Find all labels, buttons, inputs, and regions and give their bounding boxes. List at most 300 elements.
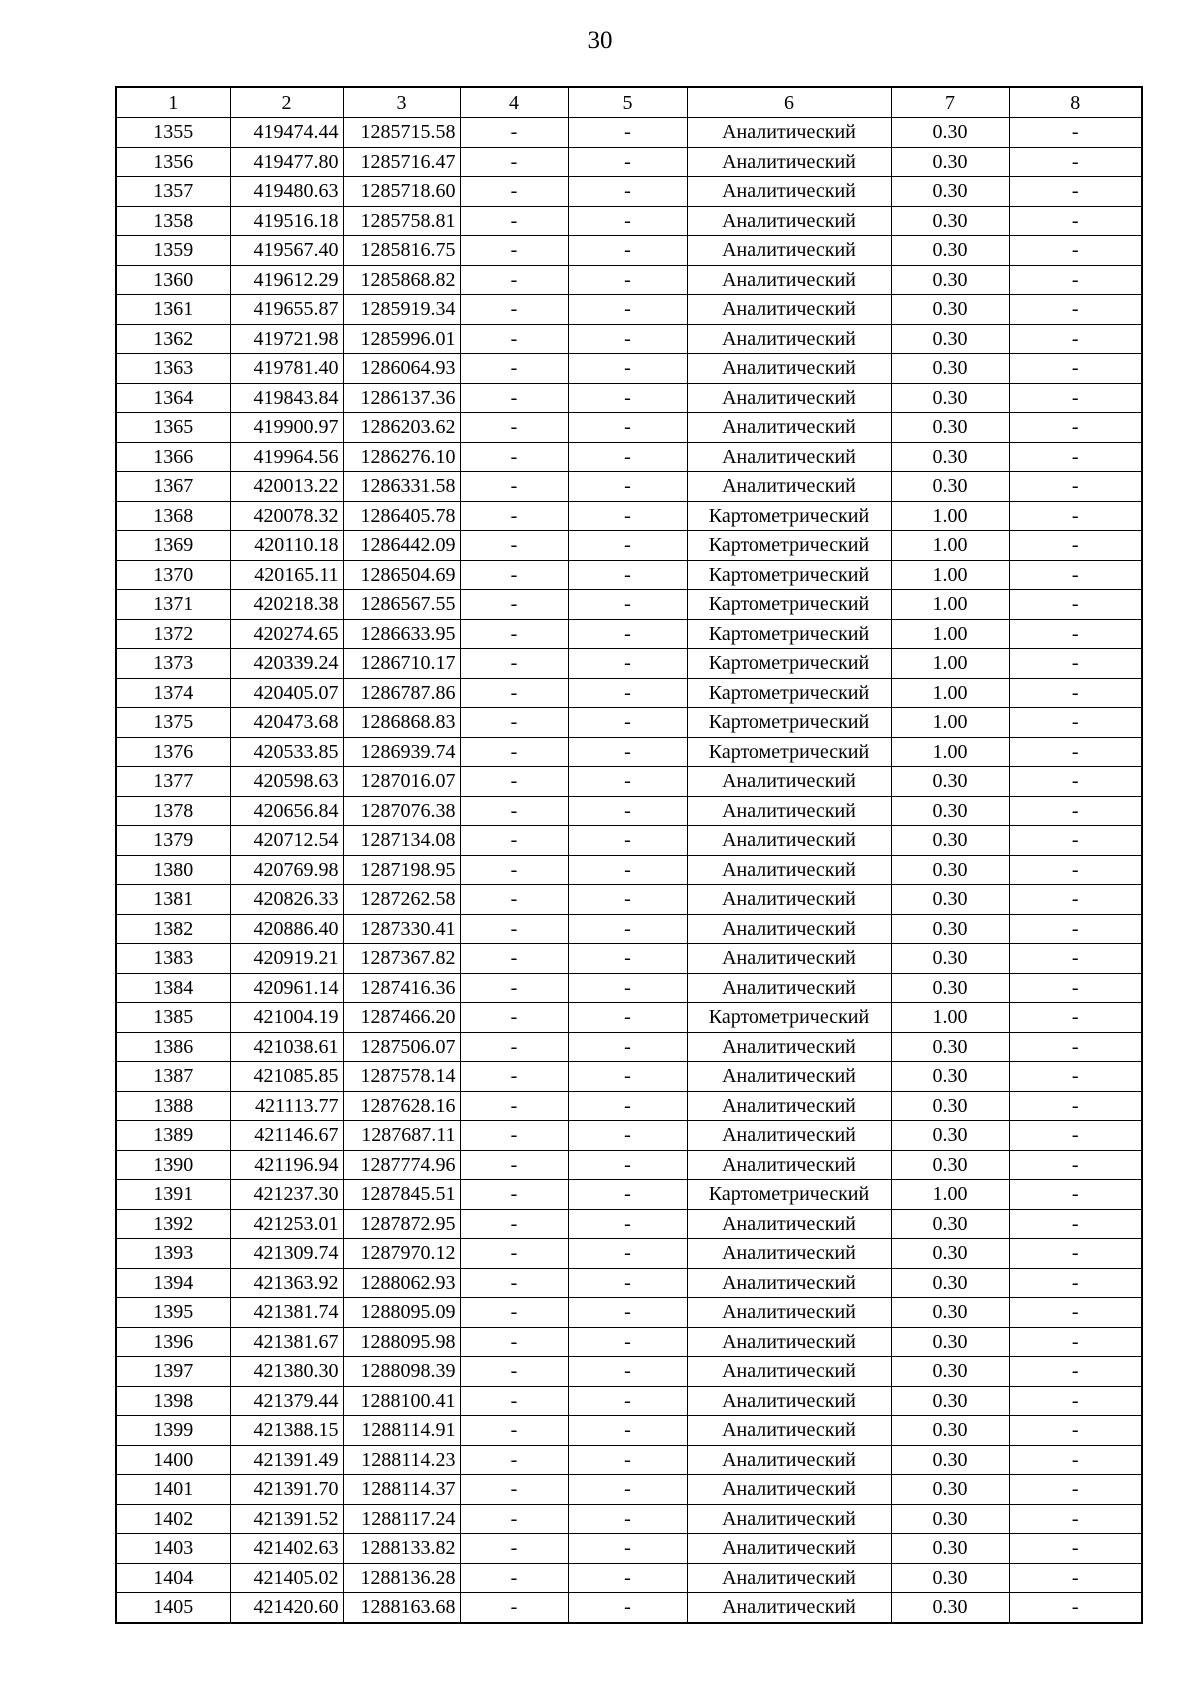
col8-cell: -	[1009, 531, 1142, 561]
method-cell: Аналитический	[687, 1475, 891, 1505]
table-row	[116, 501, 1142, 531]
col8-cell: -	[1009, 1091, 1142, 1121]
accuracy-cell: 0.30	[891, 855, 1009, 885]
accuracy-cell: 0.30	[891, 796, 1009, 826]
y-coordinate-cell: 1286633.95	[343, 619, 460, 649]
table-row	[116, 472, 1142, 502]
x-coordinate-cell: 419477.80	[230, 147, 343, 177]
col4-cell: -	[460, 472, 568, 502]
method-cell: Картометрический	[687, 1180, 891, 1210]
col4-cell: -	[460, 1386, 568, 1416]
col8-cell: -	[1009, 1180, 1142, 1210]
point-number-cell: 1400	[116, 1445, 230, 1475]
col4-cell: -	[460, 1239, 568, 1269]
col8-cell: -	[1009, 1563, 1142, 1593]
method-cell: Аналитический	[687, 1091, 891, 1121]
col5-cell: -	[568, 885, 687, 915]
point-number-cell: 1395	[116, 1298, 230, 1328]
method-cell: Аналитический	[687, 855, 891, 885]
col5-cell: -	[568, 1268, 687, 1298]
col4-cell: -	[460, 708, 568, 738]
accuracy-cell: 0.30	[891, 1386, 1009, 1416]
x-coordinate-cell: 419781.40	[230, 354, 343, 384]
col4-cell: -	[460, 1298, 568, 1328]
col4-cell: -	[460, 1121, 568, 1151]
col4-cell: -	[460, 1209, 568, 1239]
col8-cell: -	[1009, 265, 1142, 295]
table-row	[116, 1298, 1142, 1328]
method-cell: Аналитический	[687, 413, 891, 443]
col4-cell: -	[460, 1416, 568, 1446]
y-coordinate-cell: 1288136.28	[343, 1563, 460, 1593]
col5-cell: -	[568, 295, 687, 325]
table-row	[116, 973, 1142, 1003]
point-number-cell: 1380	[116, 855, 230, 885]
col8-cell: -	[1009, 1475, 1142, 1505]
col4-cell: -	[460, 1150, 568, 1180]
col8-cell: -	[1009, 118, 1142, 148]
y-coordinate-cell: 1288163.68	[343, 1593, 460, 1623]
col4-cell: -	[460, 737, 568, 767]
page-number: 30	[587, 27, 613, 54]
method-cell: Аналитический	[687, 1239, 891, 1269]
col5-cell: -	[568, 1386, 687, 1416]
x-coordinate-cell: 420013.22	[230, 472, 343, 502]
col8-cell: -	[1009, 973, 1142, 1003]
col5-cell: -	[568, 737, 687, 767]
col5-cell: -	[568, 324, 687, 354]
col8-cell: -	[1009, 590, 1142, 620]
col4-cell: -	[460, 1268, 568, 1298]
x-coordinate-cell: 421391.52	[230, 1504, 343, 1534]
x-coordinate-cell: 421391.49	[230, 1445, 343, 1475]
col8-cell: -	[1009, 1357, 1142, 1387]
accuracy-cell: 0.30	[891, 1239, 1009, 1269]
col5-cell: -	[568, 1593, 687, 1623]
method-cell: Картометрический	[687, 619, 891, 649]
method-cell: Аналитический	[687, 236, 891, 266]
accuracy-cell: 0.30	[891, 1534, 1009, 1564]
col4-cell: -	[460, 649, 568, 679]
method-cell: Аналитический	[687, 472, 891, 502]
point-number-cell: 1397	[116, 1357, 230, 1387]
accuracy-cell: 1.00	[891, 737, 1009, 767]
col5-cell: -	[568, 118, 687, 148]
col8-cell: -	[1009, 826, 1142, 856]
table-row	[116, 1150, 1142, 1180]
accuracy-cell: 0.30	[891, 1327, 1009, 1357]
col8-cell: -	[1009, 1504, 1142, 1534]
col8-cell: -	[1009, 678, 1142, 708]
method-cell: Аналитический	[687, 914, 891, 944]
col4-cell: -	[460, 1593, 568, 1623]
accuracy-cell: 0.30	[891, 1298, 1009, 1328]
accuracy-cell: 0.30	[891, 973, 1009, 1003]
accuracy-cell: 1.00	[891, 590, 1009, 620]
col4-cell: -	[460, 442, 568, 472]
method-cell: Аналитический	[687, 442, 891, 472]
y-coordinate-cell: 1288133.82	[343, 1534, 460, 1564]
y-coordinate-cell: 1287872.95	[343, 1209, 460, 1239]
point-number-cell: 1399	[116, 1416, 230, 1446]
col5-cell: -	[568, 1327, 687, 1357]
x-coordinate-cell: 420078.32	[230, 501, 343, 531]
point-number-cell: 1357	[116, 177, 230, 207]
column-header: 2	[230, 87, 343, 118]
col5-cell: -	[568, 236, 687, 266]
col5-cell: -	[568, 855, 687, 885]
accuracy-cell: 0.30	[891, 1357, 1009, 1387]
column-header: 1	[116, 87, 230, 118]
accuracy-cell: 0.30	[891, 1268, 1009, 1298]
accuracy-cell: 0.30	[891, 147, 1009, 177]
accuracy-cell: 0.30	[891, 885, 1009, 915]
y-coordinate-cell: 1286442.09	[343, 531, 460, 561]
col5-cell: -	[568, 1475, 687, 1505]
x-coordinate-cell: 421309.74	[230, 1239, 343, 1269]
column-header: 7	[891, 87, 1009, 118]
col8-cell: -	[1009, 1209, 1142, 1239]
col8-cell: -	[1009, 501, 1142, 531]
col5-cell: -	[568, 649, 687, 679]
column-header: 3	[343, 87, 460, 118]
y-coordinate-cell: 1286137.36	[343, 383, 460, 413]
col4-cell: -	[460, 1504, 568, 1534]
col5-cell: -	[568, 944, 687, 974]
col4-cell: -	[460, 885, 568, 915]
col5-cell: -	[568, 914, 687, 944]
method-cell: Картометрический	[687, 531, 891, 561]
col5-cell: -	[568, 1239, 687, 1269]
method-cell: Картометрический	[687, 708, 891, 738]
point-number-cell: 1373	[116, 649, 230, 679]
col4-cell: -	[460, 1091, 568, 1121]
table-row	[116, 118, 1142, 148]
method-cell: Картометрический	[687, 1003, 891, 1033]
y-coordinate-cell: 1288095.98	[343, 1327, 460, 1357]
col5-cell: -	[568, 1504, 687, 1534]
point-number-cell: 1405	[116, 1593, 230, 1623]
accuracy-cell: 0.30	[891, 826, 1009, 856]
col4-cell: -	[460, 1445, 568, 1475]
table-row	[116, 295, 1142, 325]
accuracy-cell: 0.30	[891, 118, 1009, 148]
point-number-cell: 1370	[116, 560, 230, 590]
y-coordinate-cell: 1288095.09	[343, 1298, 460, 1328]
x-coordinate-cell: 421405.02	[230, 1563, 343, 1593]
method-cell: Аналитический	[687, 1327, 891, 1357]
y-coordinate-cell: 1287330.41	[343, 914, 460, 944]
x-coordinate-cell: 421038.61	[230, 1032, 343, 1062]
accuracy-cell: 0.30	[891, 383, 1009, 413]
table-row	[116, 826, 1142, 856]
col4-cell: -	[460, 354, 568, 384]
col5-cell: -	[568, 619, 687, 649]
point-number-cell: 1362	[116, 324, 230, 354]
col4-cell: -	[460, 767, 568, 797]
y-coordinate-cell: 1286868.83	[343, 708, 460, 738]
accuracy-cell: 0.30	[891, 1416, 1009, 1446]
col4-cell: -	[460, 206, 568, 236]
table-row	[116, 1032, 1142, 1062]
col8-cell: -	[1009, 295, 1142, 325]
col8-cell: -	[1009, 1121, 1142, 1151]
method-cell: Аналитический	[687, 885, 891, 915]
method-cell: Картометрический	[687, 560, 891, 590]
accuracy-cell: 0.30	[891, 1593, 1009, 1623]
method-cell: Аналитический	[687, 973, 891, 1003]
point-number-cell: 1378	[116, 796, 230, 826]
column-header: 4	[460, 87, 568, 118]
method-cell: Аналитический	[687, 265, 891, 295]
col4-cell: -	[460, 1475, 568, 1505]
method-cell: Аналитический	[687, 1445, 891, 1475]
point-number-cell: 1365	[116, 413, 230, 443]
y-coordinate-cell: 1287845.51	[343, 1180, 460, 1210]
point-number-cell: 1385	[116, 1003, 230, 1033]
x-coordinate-cell: 419612.29	[230, 265, 343, 295]
y-coordinate-cell: 1287016.07	[343, 767, 460, 797]
x-coordinate-cell: 421146.67	[230, 1121, 343, 1151]
table-row	[116, 1003, 1142, 1033]
table-row	[116, 1534, 1142, 1564]
point-number-cell: 1369	[116, 531, 230, 561]
y-coordinate-cell: 1286203.62	[343, 413, 460, 443]
col5-cell: -	[568, 1003, 687, 1033]
y-coordinate-cell: 1285718.60	[343, 177, 460, 207]
col4-cell: -	[460, 560, 568, 590]
col4-cell: -	[460, 1534, 568, 1564]
col8-cell: -	[1009, 472, 1142, 502]
col8-cell: -	[1009, 1298, 1142, 1328]
y-coordinate-cell: 1285715.58	[343, 118, 460, 148]
table-row	[116, 354, 1142, 384]
accuracy-cell: 0.30	[891, 442, 1009, 472]
col8-cell: -	[1009, 177, 1142, 207]
x-coordinate-cell: 420218.38	[230, 590, 343, 620]
x-coordinate-cell: 421381.74	[230, 1298, 343, 1328]
table-row	[116, 590, 1142, 620]
point-number-cell: 1371	[116, 590, 230, 620]
point-number-cell: 1393	[116, 1239, 230, 1269]
method-cell: Аналитический	[687, 1150, 891, 1180]
y-coordinate-cell: 1286567.55	[343, 590, 460, 620]
point-number-cell: 1375	[116, 708, 230, 738]
point-number-cell: 1368	[116, 501, 230, 531]
col4-cell: -	[460, 796, 568, 826]
col4-cell: -	[460, 944, 568, 974]
col8-cell: -	[1009, 1032, 1142, 1062]
method-cell: Аналитический	[687, 944, 891, 974]
point-number-cell: 1374	[116, 678, 230, 708]
y-coordinate-cell: 1286331.58	[343, 472, 460, 502]
x-coordinate-cell: 421113.77	[230, 1091, 343, 1121]
col4-cell: -	[460, 295, 568, 325]
y-coordinate-cell: 1285816.75	[343, 236, 460, 266]
accuracy-cell: 0.30	[891, 413, 1009, 443]
point-number-cell: 1390	[116, 1150, 230, 1180]
point-number-cell: 1358	[116, 206, 230, 236]
col5-cell: -	[568, 1563, 687, 1593]
col5-cell: -	[568, 1121, 687, 1151]
accuracy-cell: 0.30	[891, 206, 1009, 236]
table-row	[116, 737, 1142, 767]
col8-cell: -	[1009, 1003, 1142, 1033]
method-cell: Аналитический	[687, 1504, 891, 1534]
col4-cell: -	[460, 531, 568, 561]
x-coordinate-cell: 421420.60	[230, 1593, 343, 1623]
accuracy-cell: 1.00	[891, 678, 1009, 708]
accuracy-cell: 0.30	[891, 767, 1009, 797]
y-coordinate-cell: 1286504.69	[343, 560, 460, 590]
x-coordinate-cell: 419480.63	[230, 177, 343, 207]
accuracy-cell: 0.30	[891, 1445, 1009, 1475]
col8-cell: -	[1009, 944, 1142, 974]
accuracy-cell: 0.30	[891, 324, 1009, 354]
col4-cell: -	[460, 177, 568, 207]
col4-cell: -	[460, 1563, 568, 1593]
y-coordinate-cell: 1287466.20	[343, 1003, 460, 1033]
x-coordinate-cell: 421380.30	[230, 1357, 343, 1387]
col5-cell: -	[568, 354, 687, 384]
table-row	[116, 1062, 1142, 1092]
y-coordinate-cell: 1287578.14	[343, 1062, 460, 1092]
col5-cell: -	[568, 1180, 687, 1210]
point-number-cell: 1367	[116, 472, 230, 502]
accuracy-cell: 0.30	[891, 1121, 1009, 1151]
accuracy-cell: 0.30	[891, 472, 1009, 502]
method-cell: Аналитический	[687, 1534, 891, 1564]
method-cell: Аналитический	[687, 206, 891, 236]
accuracy-cell: 0.30	[891, 1091, 1009, 1121]
point-number-cell: 1384	[116, 973, 230, 1003]
col4-cell: -	[460, 855, 568, 885]
table-row	[116, 1357, 1142, 1387]
y-coordinate-cell: 1288100.41	[343, 1386, 460, 1416]
column-header: 5	[568, 87, 687, 118]
point-number-cell: 1363	[116, 354, 230, 384]
point-number-cell: 1372	[116, 619, 230, 649]
y-coordinate-cell: 1286787.86	[343, 678, 460, 708]
point-number-cell: 1360	[116, 265, 230, 295]
table-row	[116, 1327, 1142, 1357]
point-number-cell: 1377	[116, 767, 230, 797]
method-cell: Аналитический	[687, 1563, 891, 1593]
col5-cell: -	[568, 767, 687, 797]
col8-cell: -	[1009, 1416, 1142, 1446]
accuracy-cell: 1.00	[891, 501, 1009, 531]
table-row	[116, 1386, 1142, 1416]
table-row	[116, 796, 1142, 826]
col4-cell: -	[460, 265, 568, 295]
table-row	[116, 265, 1142, 295]
col5-cell: -	[568, 560, 687, 590]
x-coordinate-cell: 421196.94	[230, 1150, 343, 1180]
table-row	[116, 1563, 1142, 1593]
x-coordinate-cell: 420533.85	[230, 737, 343, 767]
accuracy-cell: 0.30	[891, 1504, 1009, 1534]
col5-cell: -	[568, 678, 687, 708]
table-row	[116, 531, 1142, 561]
col8-cell: -	[1009, 383, 1142, 413]
col8-cell: -	[1009, 767, 1142, 797]
method-cell: Аналитический	[687, 177, 891, 207]
y-coordinate-cell: 1288062.93	[343, 1268, 460, 1298]
y-coordinate-cell: 1287367.82	[343, 944, 460, 974]
x-coordinate-cell: 420274.65	[230, 619, 343, 649]
x-coordinate-cell: 420712.54	[230, 826, 343, 856]
x-coordinate-cell: 421253.01	[230, 1209, 343, 1239]
y-coordinate-cell: 1287774.96	[343, 1150, 460, 1180]
col8-cell: -	[1009, 147, 1142, 177]
accuracy-cell: 0.30	[891, 1563, 1009, 1593]
table-row	[116, 619, 1142, 649]
method-cell: Аналитический	[687, 1268, 891, 1298]
col5-cell: -	[568, 1445, 687, 1475]
y-coordinate-cell: 1287687.11	[343, 1121, 460, 1151]
y-coordinate-cell: 1285758.81	[343, 206, 460, 236]
col5-cell: -	[568, 177, 687, 207]
coordinates-table	[115, 86, 1143, 1624]
point-number-cell: 1359	[116, 236, 230, 266]
col5-cell: -	[568, 796, 687, 826]
x-coordinate-cell: 420656.84	[230, 796, 343, 826]
x-coordinate-cell: 419900.97	[230, 413, 343, 443]
table-row	[116, 1209, 1142, 1239]
x-coordinate-cell: 419474.44	[230, 118, 343, 148]
col5-cell: -	[568, 472, 687, 502]
y-coordinate-cell: 1286276.10	[343, 442, 460, 472]
x-coordinate-cell: 421237.30	[230, 1180, 343, 1210]
y-coordinate-cell: 1287198.95	[343, 855, 460, 885]
col8-cell: -	[1009, 442, 1142, 472]
col5-cell: -	[568, 206, 687, 236]
accuracy-cell: 0.30	[891, 354, 1009, 384]
accuracy-cell: 0.30	[891, 914, 1009, 944]
y-coordinate-cell: 1287262.58	[343, 885, 460, 915]
y-coordinate-cell: 1286939.74	[343, 737, 460, 767]
method-cell: Аналитический	[687, 1386, 891, 1416]
table-row	[116, 767, 1142, 797]
col4-cell: -	[460, 1003, 568, 1033]
col5-cell: -	[568, 1091, 687, 1121]
table-row	[116, 1504, 1142, 1534]
method-cell: Аналитический	[687, 383, 891, 413]
y-coordinate-cell: 1285996.01	[343, 324, 460, 354]
accuracy-cell: 0.30	[891, 177, 1009, 207]
point-number-cell: 1356	[116, 147, 230, 177]
x-coordinate-cell: 420405.07	[230, 678, 343, 708]
y-coordinate-cell: 1288114.23	[343, 1445, 460, 1475]
table-row	[116, 1445, 1142, 1475]
col5-cell: -	[568, 708, 687, 738]
point-number-cell: 1366	[116, 442, 230, 472]
point-number-cell: 1379	[116, 826, 230, 856]
table-row	[116, 1593, 1142, 1623]
method-cell: Аналитический	[687, 1209, 891, 1239]
col4-cell: -	[460, 1327, 568, 1357]
method-cell: Картометрический	[687, 737, 891, 767]
accuracy-cell: 0.30	[891, 236, 1009, 266]
col5-cell: -	[568, 590, 687, 620]
x-coordinate-cell: 421363.92	[230, 1268, 343, 1298]
x-coordinate-cell: 420886.40	[230, 914, 343, 944]
y-coordinate-cell: 1287134.08	[343, 826, 460, 856]
accuracy-cell: 1.00	[891, 1003, 1009, 1033]
col4-cell: -	[460, 1357, 568, 1387]
accuracy-cell: 0.30	[891, 1150, 1009, 1180]
y-coordinate-cell: 1287970.12	[343, 1239, 460, 1269]
